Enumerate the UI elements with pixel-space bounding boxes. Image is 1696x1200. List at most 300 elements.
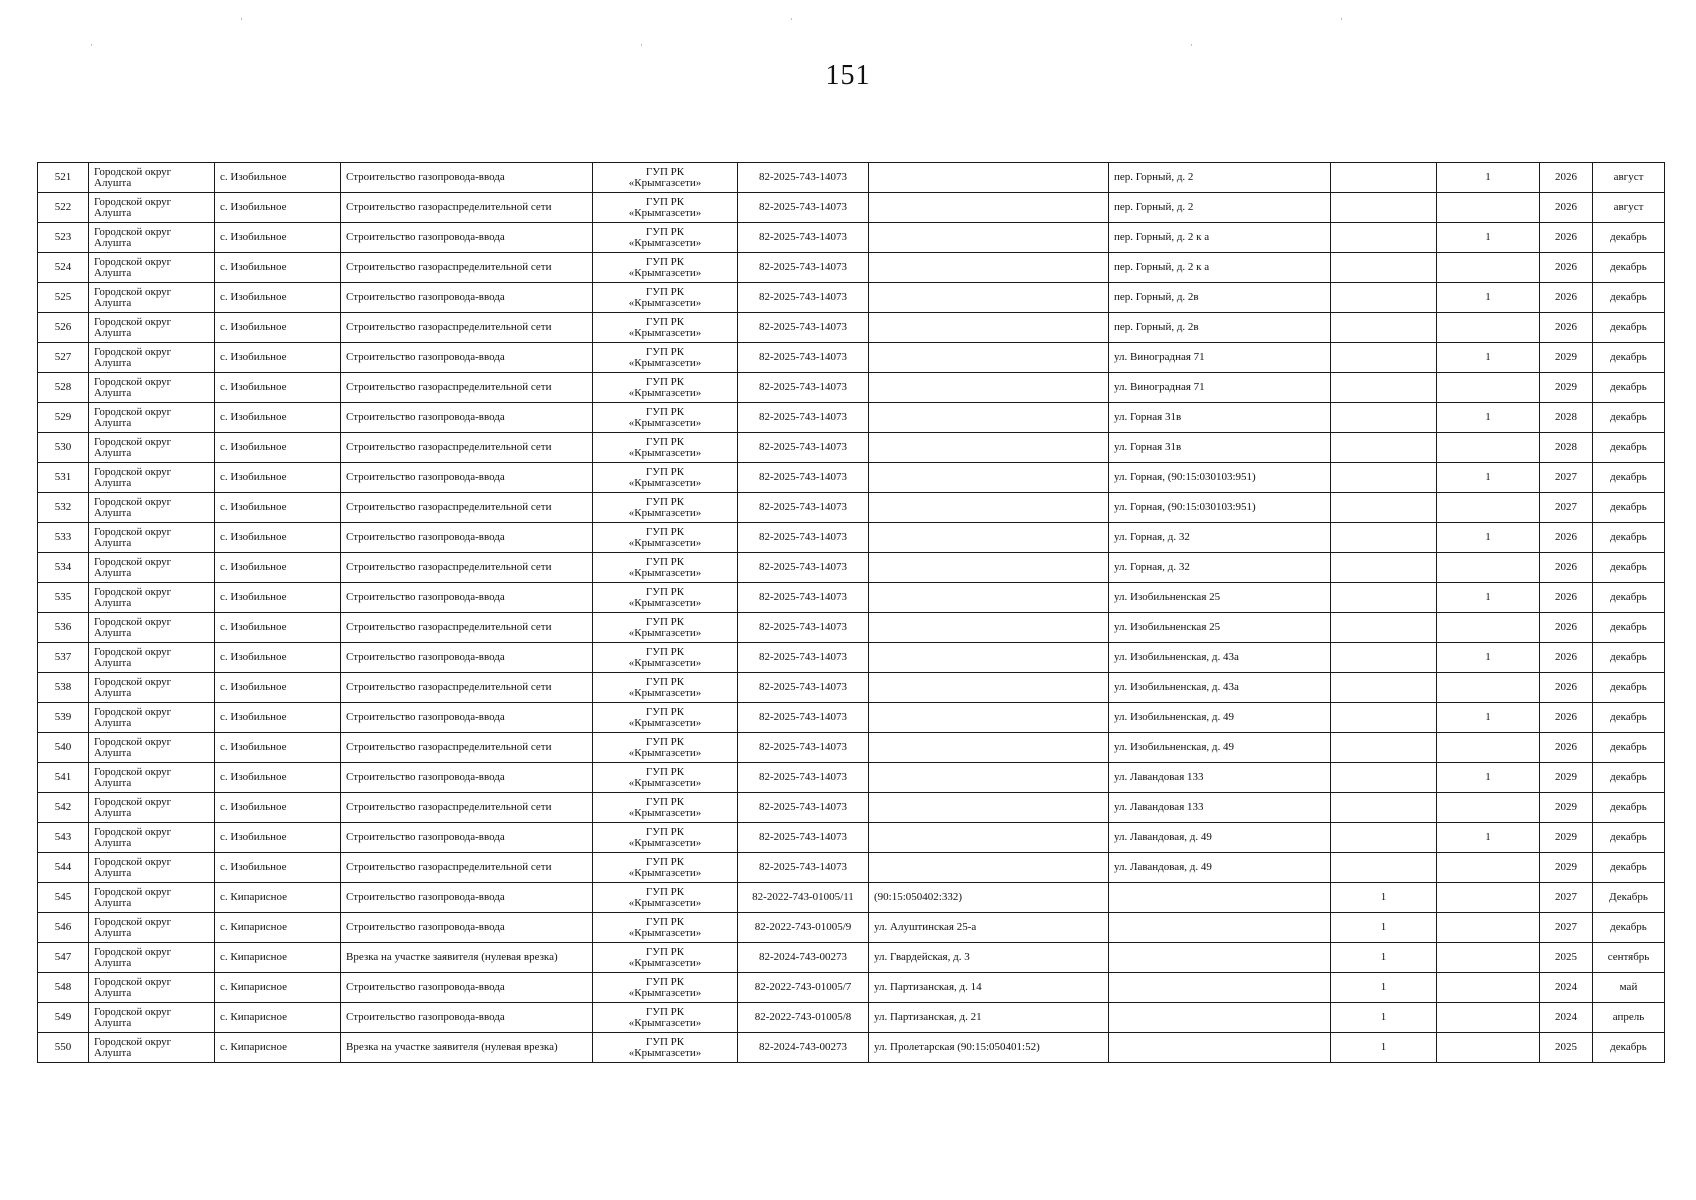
quantity-cell: 1 [1331,913,1437,943]
okrug-cell: Городской округ Алушта [89,313,215,343]
month-cell: декабрь [1593,463,1665,493]
tech-conditions-number-cell: 82-2025-743-14073 [738,673,869,703]
address-cell: ул. Гвардейская, д. 3 [869,943,1109,973]
table-row [38,1003,1665,1033]
organization-cell [593,163,738,193]
month-cell: декабрь [1593,313,1665,343]
quantity-cell [1331,763,1437,793]
tech-conditions-number-cell: 82-2025-743-14073 [738,163,869,193]
address-cell: ул. Горная 31в [1109,433,1331,463]
month-cell: декабрь [1593,223,1665,253]
month-cell: декабрь [1593,493,1665,523]
address-cell [869,823,1109,853]
settlement-cell: с. Изобильное [215,733,341,763]
quantity-cell [1331,703,1437,733]
quantity-cell [1331,823,1437,853]
scan-speck: · [640,40,643,50]
address-cell: пер. Горный, д. 2 к а [1109,253,1331,283]
table-row [38,523,1665,553]
work-type-cell: Строительство газораспределительной сети [341,613,593,643]
organization-line: «Крымгазсети» [628,176,702,189]
organization-line: ГУП РК [645,735,685,748]
month-cell: декабрь [1593,823,1665,853]
year-cell: 2029 [1540,343,1593,373]
okrug-cell: Городской округ Алушта [89,883,215,913]
row-number: 537 [38,643,89,673]
address-cell [869,313,1109,343]
quantity-cell [1437,553,1540,583]
address-cell [869,523,1109,553]
okrug-cell: Городской округ Алушта [89,343,215,373]
okrug-cell: Городской округ Алушта [89,523,215,553]
quantity-cell: 1 [1437,583,1540,613]
table-row [38,673,1665,703]
tech-conditions-number-cell: 82-2025-743-14073 [738,433,869,463]
year-cell: 2026 [1540,253,1593,283]
address-cell [869,553,1109,583]
quantity-cell [1331,223,1437,253]
table-row [38,913,1665,943]
organization-line: «Крымгазсети» [628,746,702,759]
address-cell [869,463,1109,493]
organization-line: ГУП РК [645,615,685,628]
year-cell: 2029 [1540,793,1593,823]
table-row [38,733,1665,763]
organization-line: ГУП РК [645,465,685,478]
work-type-cell: Строительство газопровода-ввода [341,973,593,1003]
quantity-cell [1437,493,1540,523]
year-cell: 2026 [1540,583,1593,613]
address-cell: пер. Горный, д. 2в [1109,283,1331,313]
organization-line: ГУП РК [645,585,685,598]
year-cell: 2029 [1540,373,1593,403]
organization-line: «Крымгазсети» [628,1016,702,1029]
organization-line: ГУП РК [645,975,685,988]
settlement-cell: с. Кипарисное [215,883,341,913]
quantity-cell [1331,643,1437,673]
organization-line: ГУП РК [645,705,685,718]
okrug-cell: Городской округ Алушта [89,613,215,643]
address-cell: ул. Лавандовая, д. 49 [1109,853,1331,883]
address-cell [869,733,1109,763]
address-cell: ул. Горная 31в [1109,403,1331,433]
month-cell: декабрь [1593,733,1665,763]
table-row [38,793,1665,823]
organization-line: «Крымгазсети» [628,506,702,519]
page-number: 151 [825,60,871,91]
address-cell: (90:15:050402:332) [869,883,1109,913]
table-row [38,1033,1665,1063]
tech-conditions-number-cell: 82-2025-743-14073 [738,343,869,373]
quantity-cell: 1 [1437,643,1540,673]
address-cell [869,493,1109,523]
work-type-cell: Строительство газопровода-ввода [341,463,593,493]
quantity-cell [1437,793,1540,823]
quantity-cell: 1 [1437,403,1540,433]
table-row [38,583,1665,613]
organization-cell [593,853,738,883]
year-cell: 2026 [1540,523,1593,553]
address-cell: ул. Изобильненская, д. 43а [1109,643,1331,673]
year-cell: 2024 [1540,973,1593,1003]
year-cell: 2027 [1540,883,1593,913]
okrug-cell: Городской округ Алушта [89,703,215,733]
tech-conditions-number-cell: 82-2025-743-14073 [738,823,869,853]
work-type-cell: Строительство газораспределительной сети [341,493,593,523]
year-cell: 2026 [1540,553,1593,583]
organization-cell [593,583,738,613]
quantity-cell: 1 [1437,823,1540,853]
organization-line: «Крымгазсети» [628,296,702,309]
address-cell: ул. Лавандовая 133 [1109,793,1331,823]
tech-conditions-number-cell: 82-2025-743-14073 [738,523,869,553]
tech-conditions-number-cell: 82-2024-743-00273 [738,943,869,973]
address-cell [869,283,1109,313]
tech-conditions-number-cell: 82-2025-743-14073 [738,733,869,763]
quantity-cell [1331,373,1437,403]
organization-line: ГУП РК [645,675,685,688]
okrug-cell: Городской округ Алушта [89,403,215,433]
organization-line: «Крымгазсети» [628,476,702,489]
year-cell: 2026 [1540,193,1593,223]
organization-cell [593,523,738,553]
table-row [38,823,1665,853]
okrug-cell: Городской округ Алушта [89,583,215,613]
quantity-cell [1437,943,1540,973]
work-type-cell: Строительство газораспределительной сети [341,553,593,583]
organization-line: «Крымгазсети» [628,416,702,429]
scan-speck: · [240,14,243,24]
quantity-cell [1331,613,1437,643]
row-number: 541 [38,763,89,793]
organization-cell [593,973,738,1003]
row-number: 534 [38,553,89,583]
organization-line: «Крымгазсети» [628,206,702,219]
quantity-cell [1331,193,1437,223]
okrug-cell: Городской округ Алушта [89,193,215,223]
quantity-cell: 1 [1331,1003,1437,1033]
table-row [38,943,1665,973]
organization-line: «Крымгазсети» [628,896,702,909]
year-cell: 2029 [1540,763,1593,793]
table-row [38,433,1665,463]
organization-line: «Крымгазсети» [628,566,702,579]
tech-conditions-number-cell: 82-2022-743-01005/9 [738,913,869,943]
row-number: 536 [38,613,89,643]
tech-conditions-number-cell: 82-2025-743-14073 [738,613,869,643]
okrug-cell: Городской округ Алушта [89,223,215,253]
quantity-cell: 1 [1331,1033,1437,1063]
table-row [38,553,1665,583]
settlement-cell: с. Изобильное [215,823,341,853]
year-cell: 2026 [1540,643,1593,673]
address-cell [1109,883,1331,913]
quantity-cell [1437,313,1540,343]
address-cell [869,643,1109,673]
settlement-cell: с. Изобильное [215,853,341,883]
quantity-cell [1437,1003,1540,1033]
tech-conditions-number-cell: 82-2025-743-14073 [738,643,869,673]
organization-line: ГУП РК [645,795,685,808]
organization-line: ГУП РК [645,555,685,568]
settlement-cell: с. Изобильное [215,703,341,733]
address-cell: ул. Лавандовая 133 [1109,763,1331,793]
work-type-cell: Строительство газопровода-ввода [341,583,593,613]
table-row [38,283,1665,313]
work-type-cell: Строительство газопровода-ввода [341,523,593,553]
table-row [38,313,1665,343]
tech-conditions-number-cell: 82-2025-743-14073 [738,493,869,523]
settlement-cell: с. Изобильное [215,523,341,553]
organization-line: «Крымгазсети» [628,356,702,369]
month-cell: август [1593,163,1665,193]
okrug-cell: Городской округ Алушта [89,973,215,1003]
address-cell [1109,943,1331,973]
address-cell [869,793,1109,823]
row-number: 543 [38,823,89,853]
tech-conditions-number-cell: 82-2025-743-14073 [738,793,869,823]
organization-cell [593,343,738,373]
tech-conditions-number-cell: 82-2025-743-14073 [738,703,869,733]
year-cell: 2025 [1540,943,1593,973]
quantity-cell: 1 [1437,703,1540,733]
address-cell: ул. Пролетарская (90:15:050401:52) [869,1033,1109,1063]
organization-line: «Крымгазсети» [628,236,702,249]
organization-line: ГУП РК [645,435,685,448]
settlement-cell: с. Кипарисное [215,943,341,973]
month-cell: декабрь [1593,283,1665,313]
quantity-cell [1437,733,1540,763]
quantity-cell: 1 [1437,223,1540,253]
settlement-cell: с. Изобильное [215,553,341,583]
year-cell: 2024 [1540,1003,1593,1033]
quantity-cell [1331,403,1437,433]
month-cell: август [1593,193,1665,223]
organization-cell [593,613,738,643]
settlement-cell: с. Изобильное [215,763,341,793]
table-row [38,883,1665,913]
organization-line: ГУП РК [645,495,685,508]
organization-cell [593,913,738,943]
table-row [38,763,1665,793]
month-cell: декабрь [1593,433,1665,463]
row-number: 522 [38,193,89,223]
tech-conditions-number-cell: 82-2025-743-14073 [738,553,869,583]
organization-line: ГУП РК [645,225,685,238]
work-type-cell: Строительство газопровода-ввода [341,1003,593,1033]
quantity-cell: 1 [1437,523,1540,553]
quantity-cell [1331,583,1437,613]
row-number: 529 [38,403,89,433]
tech-conditions-number-cell: 82-2025-743-14073 [738,253,869,283]
year-cell: 2026 [1540,163,1593,193]
month-cell: декабрь [1593,253,1665,283]
okrug-cell: Городской округ Алушта [89,433,215,463]
year-cell: 2025 [1540,1033,1593,1063]
settlement-cell: с. Изобильное [215,373,341,403]
row-number: 550 [38,1033,89,1063]
row-number: 524 [38,253,89,283]
address-cell: ул. Изобильненская 25 [1109,613,1331,643]
address-cell [869,583,1109,613]
quantity-cell [1331,433,1437,463]
organization-line: ГУП РК [645,765,685,778]
table-row [38,493,1665,523]
address-cell [869,253,1109,283]
organization-cell [593,253,738,283]
okrug-cell: Городской округ Алушта [89,163,215,193]
address-cell: пер. Горный, д. 2в [1109,313,1331,343]
row-number: 532 [38,493,89,523]
organization-line: ГУП РК [645,945,685,958]
organization-line: «Крымгазсети» [628,386,702,399]
year-cell: 2026 [1540,673,1593,703]
settlement-cell: с. Изобильное [215,193,341,223]
settlement-cell: с. Изобильное [215,163,341,193]
settlement-cell: с. Кипарисное [215,1003,341,1033]
organization-cell [593,1033,738,1063]
quantity-cell [1331,553,1437,583]
quantity-cell: 1 [1437,283,1540,313]
tech-conditions-number-cell: 82-2022-743-01005/7 [738,973,869,1003]
tech-conditions-number-cell: 82-2025-743-14073 [738,283,869,313]
quantity-cell [1437,913,1540,943]
row-number: 535 [38,583,89,613]
organization-line: «Крымгазсети» [628,536,702,549]
work-type-cell: Строительство газораспределительной сети [341,853,593,883]
organization-line: ГУП РК [645,825,685,838]
address-cell: пер. Горный, д. 2 [1109,193,1331,223]
organization-line: «Крымгазсети» [628,986,702,999]
organization-line: «Крымгазсети» [628,656,702,669]
scan-speck: · [1340,14,1343,24]
quantity-cell [1331,313,1437,343]
scan-speck: · [790,14,793,24]
organization-line: «Крымгазсети» [628,866,702,879]
table-row [38,703,1665,733]
work-type-cell: Строительство газопровода-ввода [341,283,593,313]
address-cell [869,433,1109,463]
organization-line: «Крымгазсети» [628,776,702,789]
work-type-cell: Строительство газопровода-ввода [341,703,593,733]
month-cell: декабрь [1593,343,1665,373]
quantity-cell [1331,253,1437,283]
quantity-cell [1437,853,1540,883]
scan-speck: · [90,40,93,50]
month-cell: декабрь [1593,613,1665,643]
address-cell: пер. Горный, д. 2 [1109,163,1331,193]
row-number: 547 [38,943,89,973]
month-cell: Декабрь [1593,883,1665,913]
quantity-cell [1437,883,1540,913]
year-cell: 2028 [1540,403,1593,433]
organization-cell [593,553,738,583]
quantity-cell: 1 [1437,343,1540,373]
row-number: 527 [38,343,89,373]
year-cell: 2027 [1540,463,1593,493]
table-row [38,463,1665,493]
table-row [38,193,1665,223]
table-body [38,163,1665,1063]
month-cell: декабрь [1593,523,1665,553]
tech-conditions-number-cell: 82-2025-743-14073 [738,583,869,613]
work-type-cell: Строительство газопровода-ввода [341,163,593,193]
organization-line: ГУП РК [645,885,685,898]
organization-line: ГУП РК [645,405,685,418]
address-cell: ул. Лавандовая, д. 49 [1109,823,1331,853]
settlement-cell: с. Изобильное [215,433,341,463]
quantity-cell [1437,613,1540,643]
organization-cell [593,493,738,523]
settlement-cell: с. Изобильное [215,403,341,433]
row-number: 526 [38,313,89,343]
organization-line: «Крымгазсети» [628,686,702,699]
organization-line: ГУП РК [645,645,685,658]
settlement-cell: с. Изобильное [215,463,341,493]
organization-cell [593,703,738,733]
work-type-cell: Строительство газопровода-ввода [341,883,593,913]
month-cell: декабрь [1593,643,1665,673]
work-type-cell: Строительство газораспределительной сети [341,433,593,463]
okrug-cell: Городской округ Алушта [89,1033,215,1063]
row-number: 542 [38,793,89,823]
organization-line: «Крымгазсети» [628,956,702,969]
quantity-cell [1437,373,1540,403]
quantity-cell [1437,253,1540,283]
address-cell: ул. Изобильненская, д. 49 [1109,733,1331,763]
organization-cell [593,283,738,313]
table-row [38,973,1665,1003]
settlement-cell: с. Изобильное [215,223,341,253]
organization-line: ГУП РК [645,915,685,928]
address-cell [869,403,1109,433]
row-number: 538 [38,673,89,703]
work-type-cell: Строительство газораспределительной сети [341,373,593,403]
settlement-cell: с. Изобильное [215,583,341,613]
settlement-cell: с. Кипарисное [215,1033,341,1063]
work-type-cell: Врезка на участке заявителя (нулевая врезка) [341,943,593,973]
address-cell [869,193,1109,223]
okrug-cell: Городской округ Алушта [89,493,215,523]
organization-cell [593,193,738,223]
table-row [38,343,1665,373]
tech-conditions-number-cell: 82-2024-743-00273 [738,1033,869,1063]
organization-line: ГУП РК [645,1005,685,1018]
address-cell [869,373,1109,403]
year-cell: 2026 [1540,703,1593,733]
table-row [38,613,1665,643]
quantity-cell [1331,343,1437,373]
organization-cell [593,943,738,973]
okrug-cell: Городской округ Алушта [89,643,215,673]
work-type-cell: Строительство газораспределительной сети [341,193,593,223]
address-cell: ул. Виноградная 71 [1109,343,1331,373]
tech-conditions-number-cell: 82-2025-743-14073 [738,223,869,253]
address-cell: ул. Партизанская, д. 21 [869,1003,1109,1033]
work-type-cell: Строительство газопровода-ввода [341,403,593,433]
address-cell: ул. Изобильненская 25 [1109,583,1331,613]
quantity-cell [1331,853,1437,883]
okrug-cell: Городской округ Алушта [89,373,215,403]
settlement-cell: с. Изобильное [215,313,341,343]
quantity-cell [1331,733,1437,763]
row-number: 533 [38,523,89,553]
quantity-cell [1331,493,1437,523]
okrug-cell: Городской округ Алушта [89,553,215,583]
work-type-cell: Строительство газораспределительной сети [341,733,593,763]
okrug-cell: Городской округ Алушта [89,763,215,793]
address-cell [869,343,1109,373]
